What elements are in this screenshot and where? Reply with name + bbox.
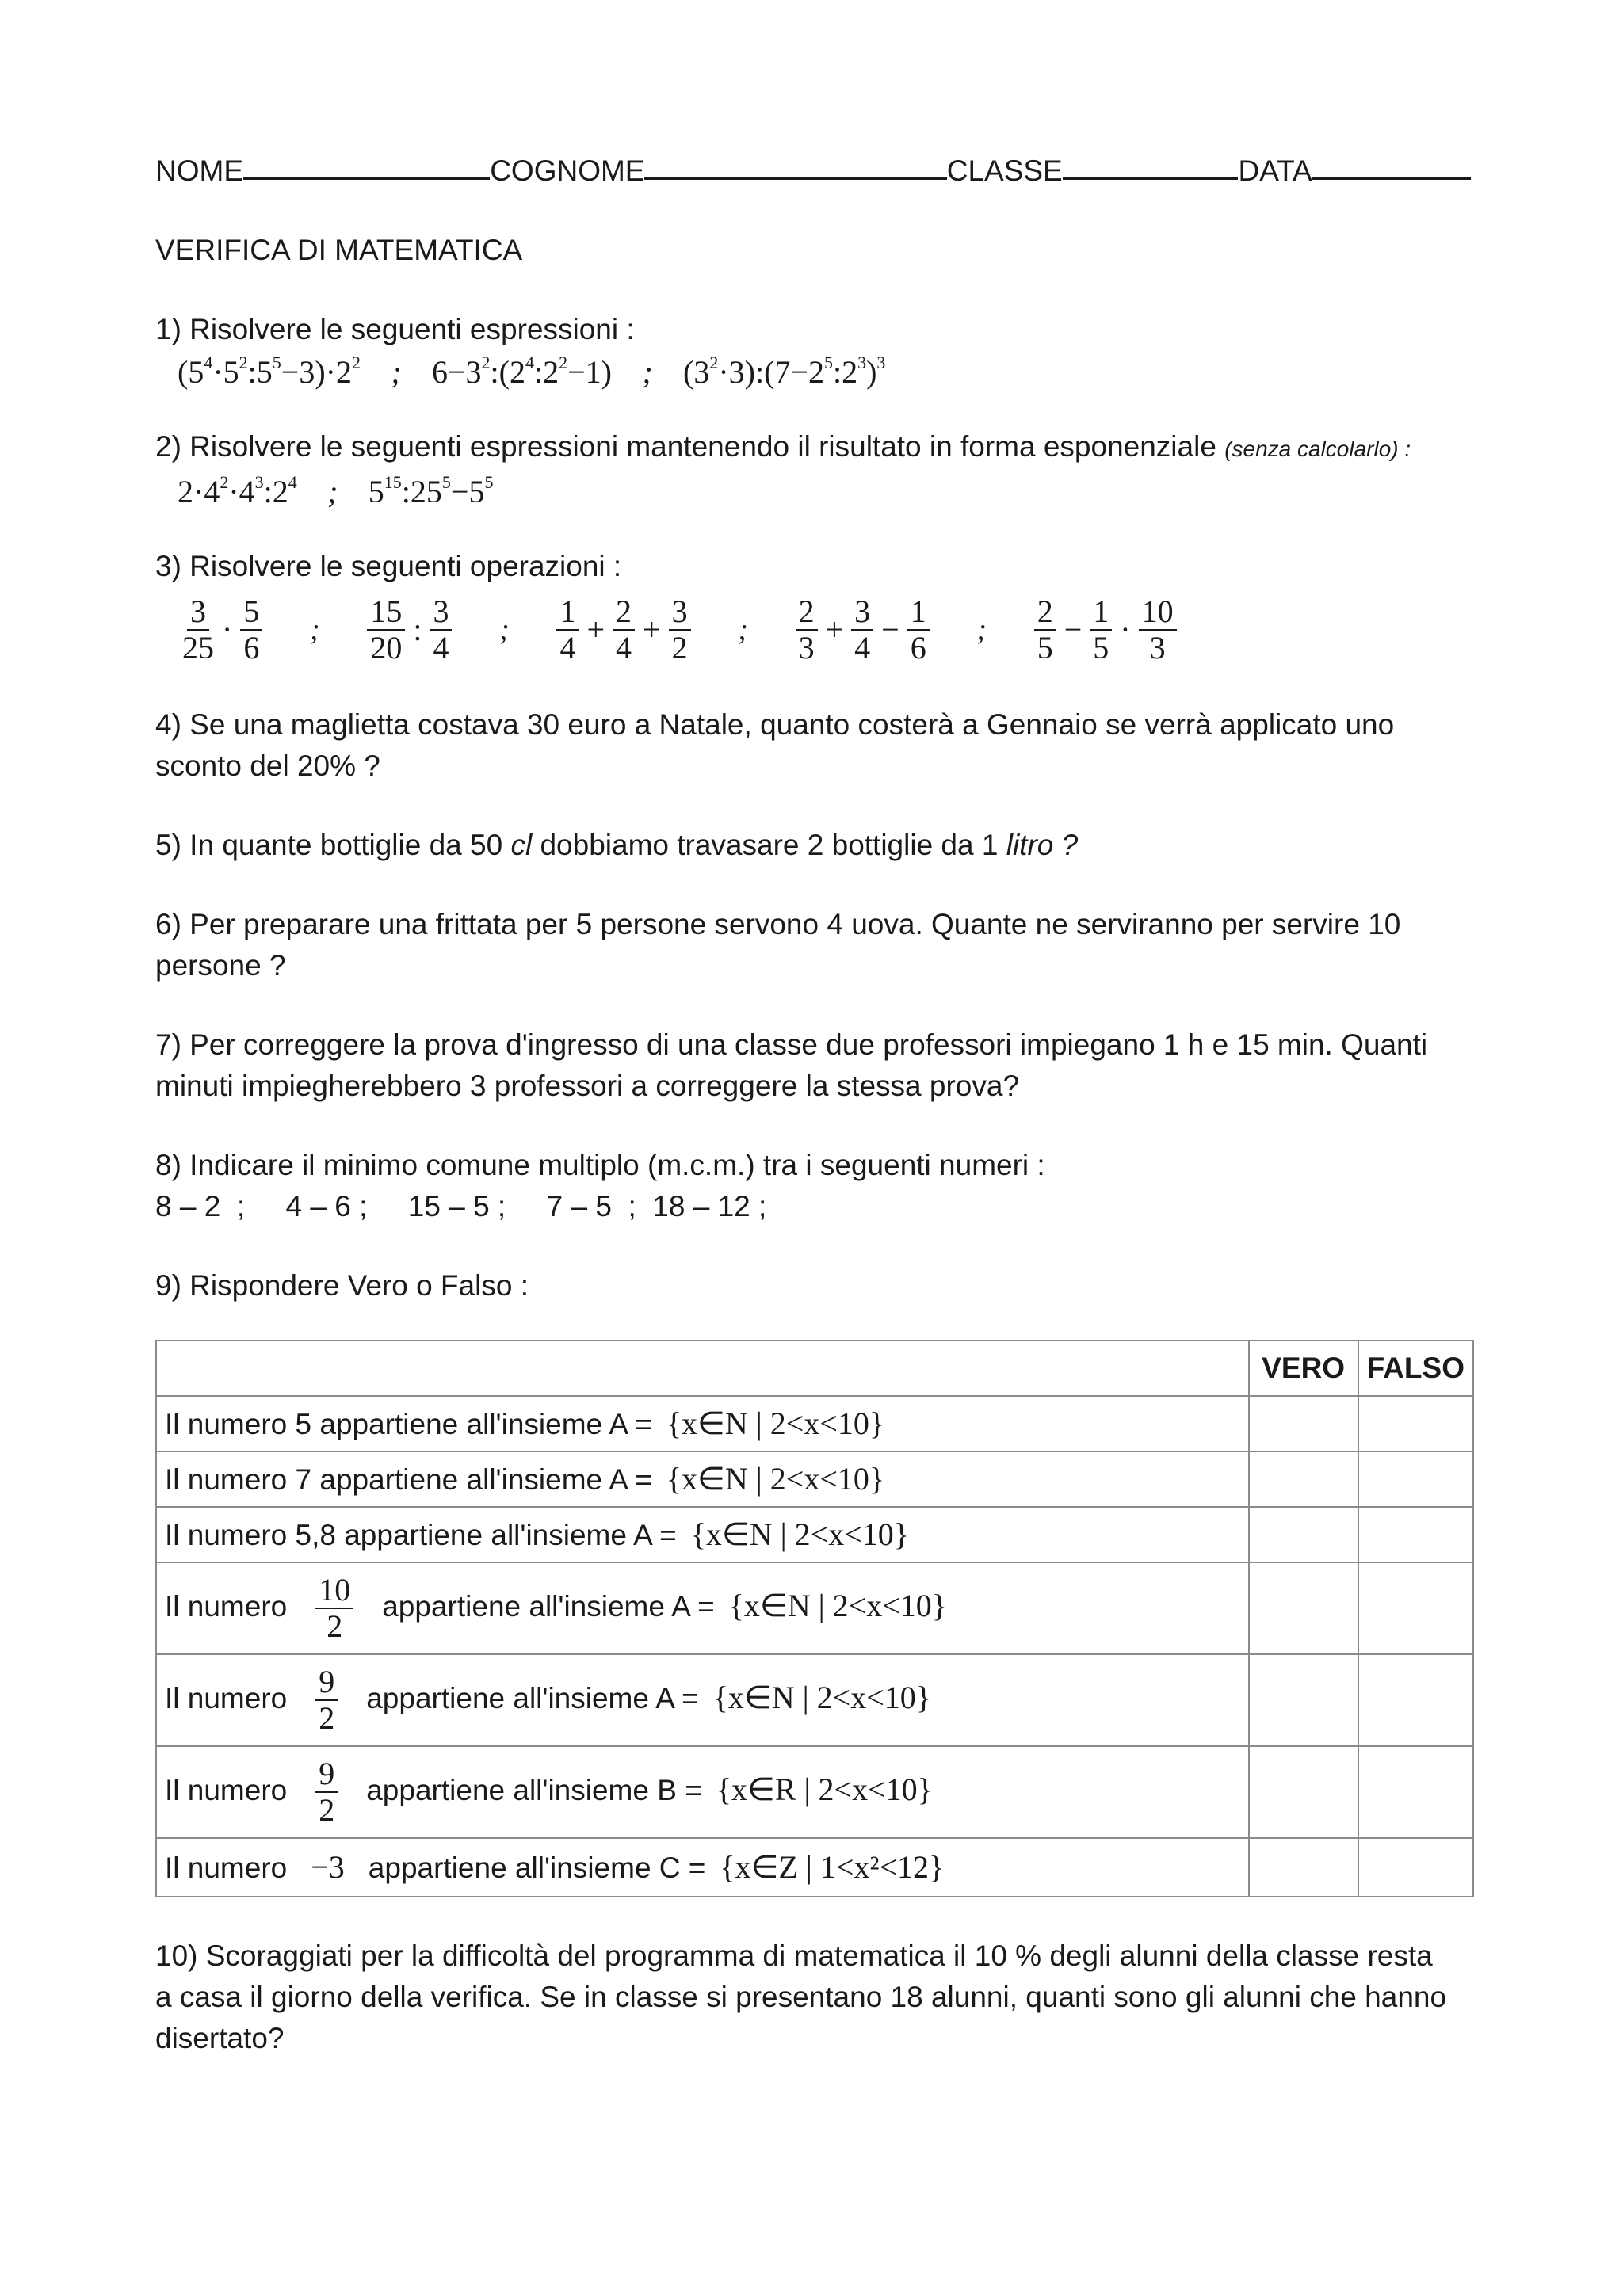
table-row	[156, 1654, 1473, 1746]
falso-cell[interactable]	[1358, 1507, 1473, 1562]
question-9-text: 9) Rispondere Vero o Falso :	[155, 1269, 529, 1302]
question-2-expressions: $2\cdot 4^2\cdot 4^3:2^4$ ; $5^{15}:25^5-5^5$	[155, 470, 1471, 514]
separator: ;	[327, 474, 338, 509]
set-notation: {x∈N | 2<x<10}	[712, 1679, 931, 1715]
column-vero: VERO	[1249, 1341, 1358, 1396]
cognome-field[interactable]	[644, 151, 946, 180]
vero-cell[interactable]	[1249, 1838, 1358, 1897]
vero-cell[interactable]	[1249, 1654, 1358, 1746]
column-falso: FALSO	[1358, 1341, 1473, 1396]
question-1-text: 1) Risolvere le seguenti espressioni :	[155, 313, 635, 345]
question-9	[155, 1265, 1471, 1897]
fraction: $\frac{10}{2}$	[315, 1573, 353, 1644]
set-notation: {x∈N | 2<x<10}	[690, 1516, 909, 1552]
statement-text: Il numero	[165, 1589, 288, 1623]
question-8	[155, 1145, 1471, 1227]
question-4-line-2: sconto del 20% ?	[155, 749, 380, 782]
data-field[interactable]	[1312, 151, 1471, 180]
statement-text: Il numero 7 appartiene all'insieme A =	[165, 1463, 652, 1496]
table-row	[156, 1507, 1473, 1562]
data-label: DATA	[1238, 154, 1312, 187]
falso-cell[interactable]	[1358, 1838, 1473, 1897]
statement-text: appartiene all'insieme A =	[366, 1681, 699, 1714]
question-8-line-1: 8) Indicare il minimo comune multiplo (m.c.m.) tra i seguenti numeri :	[155, 1149, 1045, 1181]
set-notation: {x∈Z | 1<x²<12}	[720, 1848, 945, 1885]
vero-cell[interactable]	[1249, 1451, 1358, 1507]
question-6	[155, 904, 1471, 986]
question-10-line-3: disertato?	[155, 2022, 285, 2054]
unit-cl: cl	[510, 829, 533, 861]
falso-cell[interactable]	[1358, 1396, 1473, 1451]
question-3-operations	[155, 587, 1471, 673]
separator: ;	[976, 613, 987, 646]
unit-litro: litro ?	[1006, 829, 1079, 861]
vero-cell[interactable]	[1249, 1746, 1358, 1838]
table-header-row	[156, 1341, 1473, 1396]
table-row	[156, 1562, 1473, 1654]
vero-cell[interactable]	[1249, 1507, 1358, 1562]
classe-label: CLASSE	[946, 154, 1063, 187]
question-2-note: (senza calcolarlo) :	[1224, 437, 1411, 461]
question-10-line-2: a casa il giorno della verifica. Se in classe si presentano 18 alunni, quanti sono gli alunni che hanno	[155, 1981, 1447, 2013]
falso-cell[interactable]	[1358, 1654, 1473, 1746]
question-7	[155, 1024, 1471, 1107]
nome-label: NOME	[155, 154, 243, 187]
fraction: $\frac{9}{2}$	[315, 1665, 338, 1736]
question-2	[155, 426, 1471, 514]
statement-text: appartiene all'insieme C =	[368, 1851, 706, 1884]
fraction: $\frac{9}{2}$	[315, 1756, 338, 1828]
question-7-line-1: 7) Per correggere la prova d'ingresso di una classe due professori impiegano 1 h e 15 min. Quanti	[155, 1028, 1428, 1061]
question-4	[155, 704, 1471, 787]
separator: ;	[738, 613, 748, 646]
statement-text: Il numero	[165, 1851, 288, 1884]
question-6-line-1: 6) Per preparare una frittata per 5 persone servono 4 uova. Quante ne serviranno per servire 10	[155, 908, 1401, 940]
question-10	[155, 1936, 1471, 2059]
separator: ;	[310, 613, 320, 646]
set-notation: {x∈N | 2<x<10}	[666, 1405, 885, 1441]
set-notation: {x∈R | 2<x<10}	[716, 1771, 933, 1807]
falso-cell[interactable]	[1358, 1451, 1473, 1507]
table-row	[156, 1396, 1473, 1451]
falso-cell[interactable]	[1358, 1562, 1473, 1654]
falso-cell[interactable]	[1358, 1746, 1473, 1838]
worksheet-page	[155, 151, 1471, 2059]
question-5-text-mid: dobbiamo travasare 2 bottiglie da 1	[532, 829, 1006, 861]
statement-text: appartiene all'insieme B =	[366, 1773, 702, 1806]
number-value: −3	[311, 1848, 345, 1885]
student-header	[155, 151, 1471, 192]
question-2-text: 2) Risolvere le seguenti espressioni mantenendo il risultato in forma esponenziale	[155, 430, 1216, 463]
question-1-expressions: $(5^4\cdot 5^2:5^5-3)\cdot 2^2$ ; $6-3^2:(2^4:2^2-1)$ ; $(3^2\cdot 3):(7-2^5:2^3)^3$	[155, 350, 1471, 395]
separator: ;	[642, 354, 653, 390]
classe-field[interactable]	[1063, 151, 1239, 180]
question-3-text: 3) Risolvere le seguenti operazioni :	[155, 550, 622, 582]
question-5	[155, 825, 1471, 866]
operation-3: $\frac{1}{4}$ + $\frac{2}{4}$ + $\frac{3}{2}$	[552, 594, 695, 666]
question-10-line-1: 10) Scoraggiati per la difficoltà del programma di matematica il 10 % degli alunni della classe resta	[155, 1939, 1433, 1972]
operation-2: $\frac{15}{20}$ : $\frac{3}{4}$	[362, 594, 456, 666]
question-1	[155, 309, 1471, 395]
operation-5: $\frac{2}{5}$ − $\frac{1}{5}$ · $\frac{10}{3}$	[1029, 594, 1182, 666]
vero-cell[interactable]	[1249, 1396, 1358, 1451]
nome-field[interactable]	[243, 151, 490, 180]
question-3	[155, 546, 1471, 673]
separator: ;	[499, 613, 510, 646]
operation-4: $\frac{2}{3}$ + $\frac{3}{4}$ − $\frac{1}{6}$	[791, 594, 934, 666]
question-5-text: 5) In quante bottiglie da 50	[155, 829, 511, 861]
statement-text: Il numero 5,8 appartiene all'insieme A =	[165, 1518, 677, 1551]
set-notation: {x∈N | 2<x<10}	[666, 1460, 885, 1497]
question-6-line-2: persone ?	[155, 949, 286, 982]
page-title: VERIFICA DI MATEMATICA	[155, 234, 523, 266]
table-header-empty	[156, 1341, 1249, 1396]
statement-text: appartiene all'insieme A =	[382, 1589, 715, 1623]
question-7-line-2: minuti impiegherebbero 3 professori a correggere la stessa prova?	[155, 1070, 1020, 1102]
set-notation: {x∈N | 2<x<10}	[728, 1587, 947, 1623]
operation-1: $\frac{3}{25}$ · $\frac{5}{6}$	[178, 594, 267, 666]
table-row	[156, 1838, 1473, 1897]
question-8-numbers: 8 – 2 ; 4 – 6 ; 15 – 5 ; 7 – 5 ; 18 – 12 ;	[155, 1190, 767, 1222]
cognome-label: COGNOME	[490, 154, 645, 187]
statement-text: Il numero 5 appartiene all'insieme A =	[165, 1407, 652, 1440]
statement-text: Il numero	[165, 1681, 288, 1714]
true-false-table	[155, 1340, 1474, 1897]
question-4-line-1: 4) Se una maglietta costava 30 euro a Natale, quanto costerà a Gennaio se verrà applicato uno	[155, 708, 1395, 741]
vero-cell[interactable]	[1249, 1562, 1358, 1654]
table-row	[156, 1451, 1473, 1507]
statement-text: Il numero	[165, 1773, 288, 1806]
separator: ;	[391, 354, 402, 390]
table-row	[156, 1746, 1473, 1838]
